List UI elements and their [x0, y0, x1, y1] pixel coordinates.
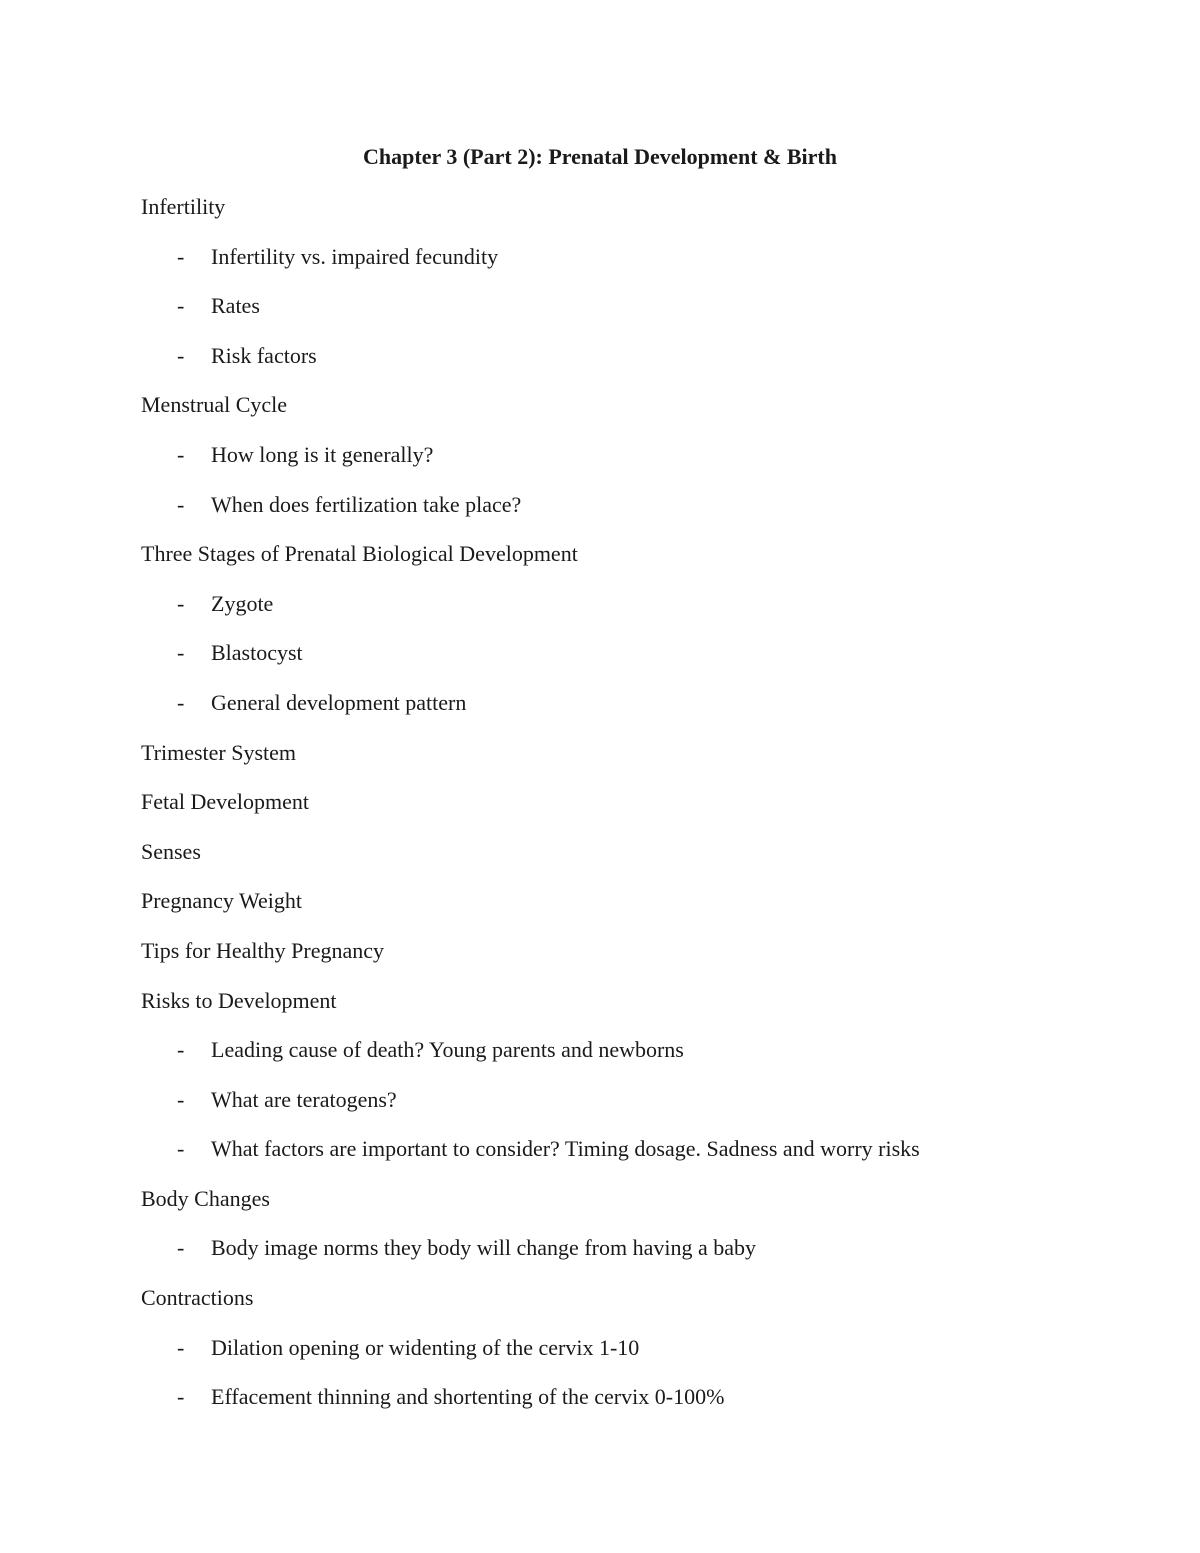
bullet-item [141, 1134, 1141, 1184]
bullet-item [141, 589, 1141, 639]
bullet-item [141, 688, 1141, 738]
bullet-marker: - [177, 293, 185, 319]
section-heading: Contractions [141, 1285, 254, 1311]
bullet-item [141, 440, 1141, 490]
bullet-text: Blastocyst [211, 640, 303, 666]
bullet-marker: - [177, 1136, 185, 1162]
document-title: Chapter 3 (Part 2): Prenatal Development & Birth [363, 144, 837, 169]
bullet-text: Infertility vs. impaired fecundity [211, 243, 499, 269]
bullet-marker: - [177, 689, 185, 715]
bullet-text: Rates [211, 293, 260, 319]
bullet-item [141, 638, 1141, 688]
bullet-marker: - [177, 342, 185, 368]
section-heading: Menstrual Cycle [141, 392, 288, 418]
bullet-marker: - [177, 243, 185, 269]
bullet-text: General development pattern [211, 689, 467, 715]
section-heading: Fetal Development [141, 789, 310, 815]
bullet-item [141, 341, 1141, 391]
bullet-text: Body image norms they body will change from having a baby [211, 1235, 756, 1261]
section-heading: Infertility [141, 194, 226, 219]
bullet-text: What factors are important to consider? Timing dosage. Sadness and worry risks [211, 1136, 920, 1162]
bullet-item [141, 1333, 1141, 1383]
bullet-item [141, 242, 1141, 292]
bullet-text: How long is it generally? [211, 441, 434, 467]
bullet-item [141, 1085, 1141, 1135]
section-heading: Trimester System [141, 739, 297, 765]
bullet-text: What are teratogens? [211, 1086, 397, 1112]
bullet-marker: - [177, 590, 185, 616]
bullet-item [141, 1382, 1141, 1432]
section-heading: Three Stages of Prenatal Biological Development [141, 541, 578, 567]
bullet-text: When does fertilization take place? [211, 491, 522, 517]
section-heading: Risks to Development [141, 987, 337, 1013]
section-heading: Pregnancy Weight [141, 888, 302, 914]
bullet-marker: - [177, 441, 185, 467]
bullet-text: Leading cause of death? Young parents and newborns [211, 1037, 684, 1063]
bullet-text: Effacement thinning and shortenting of the cervix 0-100% [211, 1384, 725, 1410]
bullet-marker: - [177, 1086, 185, 1112]
section-heading: Body Changes [141, 1185, 270, 1211]
bullet-marker: - [177, 491, 185, 517]
section-heading: Senses [141, 838, 201, 864]
section-heading: Tips for Healthy Pregnancy [141, 937, 384, 963]
bullet-item [141, 490, 1141, 540]
bullet-item [141, 1035, 1141, 1085]
bullet-text: Risk factors [211, 342, 317, 368]
bullet-marker: - [177, 1384, 185, 1410]
bullet-item [141, 1233, 1141, 1283]
bullet-text: Dilation opening or widenting of the cervix 1-10 [211, 1334, 640, 1360]
bullet-marker: - [177, 640, 185, 666]
bullet-marker: - [177, 1334, 185, 1360]
bullet-item [141, 291, 1141, 341]
document-body [141, 192, 1141, 1432]
bullet-marker: - [177, 1037, 185, 1063]
bullet-marker: - [177, 1235, 185, 1261]
bullet-text: Zygote [211, 590, 274, 616]
